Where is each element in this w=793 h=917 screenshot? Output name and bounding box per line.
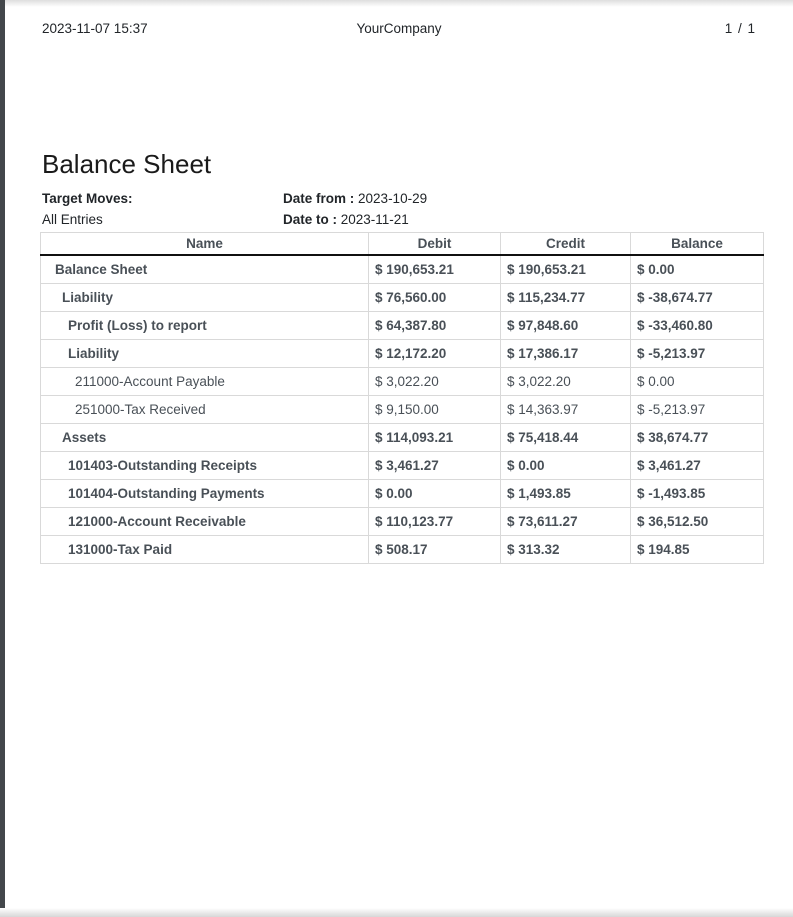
row-debit-cell: $ 76,560.00 xyxy=(369,284,501,312)
row-credit-cell: $ 97,848.60 xyxy=(501,312,631,340)
row-debit-cell: $ 3,461.27 xyxy=(369,452,501,480)
row-debit-cell: $ 12,172.20 xyxy=(369,340,501,368)
row-credit-cell: $ 313.32 xyxy=(501,536,631,564)
row-debit-cell: $ 0.00 xyxy=(369,480,501,508)
row-name-cell: 121000-Account Receivable xyxy=(41,508,369,536)
target-moves-label: Target Moves: xyxy=(42,191,133,206)
target-moves-value: All Entries xyxy=(42,212,103,227)
row-name-cell: 101403-Outstanding Receipts xyxy=(41,452,369,480)
row-debit-cell: $ 3,022.20 xyxy=(369,368,501,396)
page-header xyxy=(42,21,756,38)
row-debit-cell: $ 9,150.00 xyxy=(369,396,501,424)
table-row xyxy=(41,284,764,312)
row-credit-cell: $ 3,022.20 xyxy=(501,368,631,396)
company-name: YourCompany xyxy=(356,21,442,36)
report-title: Balance Sheet xyxy=(42,149,212,179)
table-row xyxy=(41,255,764,284)
row-balance-cell: $ -5,213.97 xyxy=(631,340,764,368)
row-balance-cell: $ -38,674.77 xyxy=(631,284,764,312)
row-name-cell: 131000-Tax Paid xyxy=(41,536,369,564)
column-header-debit: Debit xyxy=(369,233,501,256)
table-row xyxy=(41,536,764,564)
row-balance-cell: $ 194.85 xyxy=(631,536,764,564)
row-credit-cell: $ 14,363.97 xyxy=(501,396,631,424)
row-balance-cell: $ 0.00 xyxy=(631,255,764,284)
row-name-cell: Profit (Loss) to report xyxy=(41,312,369,340)
row-debit-cell: $ 508.17 xyxy=(369,536,501,564)
row-credit-cell: $ 73,611.27 xyxy=(501,508,631,536)
balance-table xyxy=(40,232,764,564)
viewer-edge-top xyxy=(5,0,793,7)
row-balance-cell: $ -1,493.85 xyxy=(631,480,764,508)
row-name-cell: 211000-Account Payable xyxy=(41,368,369,396)
column-header-balance: Balance xyxy=(631,233,764,256)
row-credit-cell: $ 1,493.85 xyxy=(501,480,631,508)
row-balance-cell: $ 0.00 xyxy=(631,368,764,396)
row-credit-cell: $ 190,653.21 xyxy=(501,255,631,284)
page-number: 1 / 1 xyxy=(724,21,756,36)
row-name-cell: 251000-Tax Received xyxy=(41,396,369,424)
row-debit-cell: $ 64,387.80 xyxy=(369,312,501,340)
table-header-row xyxy=(41,233,764,256)
row-credit-cell: $ 115,234.77 xyxy=(501,284,631,312)
column-header-credit: Credit xyxy=(501,233,631,256)
row-credit-cell: $ 75,418.44 xyxy=(501,424,631,452)
table-row xyxy=(41,368,764,396)
table-row xyxy=(41,312,764,340)
row-debit-cell: $ 190,653.21 xyxy=(369,255,501,284)
row-name-cell: Liability xyxy=(41,340,369,368)
row-credit-cell: $ 0.00 xyxy=(501,452,631,480)
table-row xyxy=(41,424,764,452)
table-row xyxy=(41,340,764,368)
viewer-edge-bottom xyxy=(0,908,793,917)
date-to-value: 2023-11-21 xyxy=(340,212,409,227)
date-to xyxy=(283,212,409,227)
row-balance-cell: $ 3,461.27 xyxy=(631,452,764,480)
date-to-label: Date to : xyxy=(283,212,337,227)
date-from-value: 2023-10-29 xyxy=(358,191,428,206)
row-balance-cell: $ -5,213.97 xyxy=(631,396,764,424)
print-datetime: 2023-11-07 15:37 xyxy=(42,21,148,36)
date-from xyxy=(283,191,427,206)
row-credit-cell: $ 17,386.17 xyxy=(501,340,631,368)
row-debit-cell: $ 110,123.77 xyxy=(369,508,501,536)
row-name-cell: 101404-Outstanding Payments xyxy=(41,480,369,508)
table-row xyxy=(41,508,764,536)
row-name-cell: Assets xyxy=(41,424,369,452)
row-balance-cell: $ -33,460.80 xyxy=(631,312,764,340)
row-balance-cell: $ 36,512.50 xyxy=(631,508,764,536)
table-row xyxy=(41,480,764,508)
viewer-edge-left xyxy=(0,0,5,908)
table-row xyxy=(41,396,764,424)
row-name-cell: Liability xyxy=(41,284,369,312)
row-balance-cell: $ 38,674.77 xyxy=(631,424,764,452)
row-debit-cell: $ 114,093.21 xyxy=(369,424,501,452)
column-header-name: Name xyxy=(41,233,369,256)
balance-table-body xyxy=(41,255,764,564)
date-from-label: Date from : xyxy=(283,191,355,206)
table-row xyxy=(41,452,764,480)
row-name-cell: Balance Sheet xyxy=(41,255,369,284)
